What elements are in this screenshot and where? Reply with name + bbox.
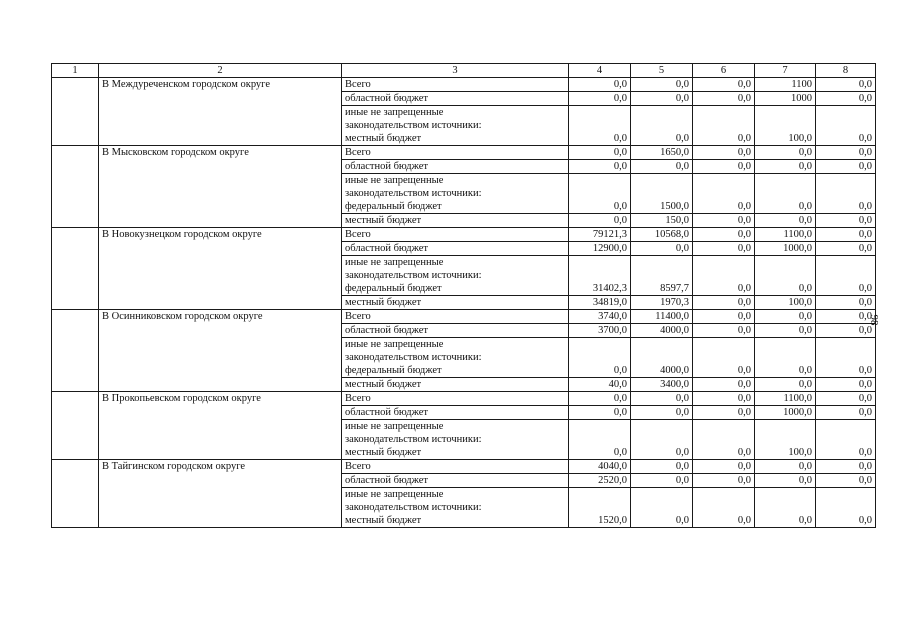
value-col-8: 0,0 <box>816 78 876 92</box>
column-header-2: 2 <box>99 64 342 78</box>
value-col-4 <box>569 433 631 446</box>
district-name: В Междуреченском городском округе <box>99 78 342 146</box>
value-col-5: 0,0 <box>631 132 693 146</box>
funding-source: иные не запрещенные <box>342 174 569 188</box>
table-row <box>52 460 876 474</box>
value-col-6 <box>693 106 755 120</box>
column-header-5: 5 <box>631 64 693 78</box>
row-number-cell <box>52 78 99 146</box>
value-col-5 <box>631 338 693 352</box>
value-col-6: 0,0 <box>693 214 755 228</box>
page-number: 98 <box>868 314 880 326</box>
funding-source: Всего <box>342 310 569 324</box>
funding-source: областной бюджет <box>342 474 569 488</box>
value-col-6 <box>693 501 755 514</box>
value-col-8: 0,0 <box>816 282 876 296</box>
value-col-7: 1000,0 <box>755 242 816 256</box>
value-col-7 <box>755 174 816 188</box>
value-col-7: 0,0 <box>755 364 816 378</box>
value-col-4 <box>569 174 631 188</box>
value-col-7 <box>755 256 816 270</box>
value-col-6 <box>693 420 755 434</box>
value-col-7: 1100 <box>755 78 816 92</box>
value-col-8 <box>816 106 876 120</box>
value-col-7 <box>755 338 816 352</box>
value-col-8: 0,0 <box>816 146 876 160</box>
value-col-6: 0,0 <box>693 78 755 92</box>
value-col-5: 0,0 <box>631 460 693 474</box>
table-body <box>52 78 876 528</box>
value-col-5 <box>631 269 693 282</box>
value-col-7: 0,0 <box>755 378 816 392</box>
value-col-8: 0,0 <box>816 296 876 310</box>
value-col-8: 0,0 <box>816 514 876 528</box>
value-col-5: 0,0 <box>631 160 693 174</box>
value-col-4: 12900,0 <box>569 242 631 256</box>
value-col-4 <box>569 106 631 120</box>
value-col-6: 0,0 <box>693 378 755 392</box>
column-header-7: 7 <box>755 64 816 78</box>
value-col-7 <box>755 187 816 200</box>
value-col-5 <box>631 119 693 132</box>
value-col-7: 0,0 <box>755 200 816 214</box>
funding-source: федеральный бюджет <box>342 282 569 296</box>
row-number-cell <box>52 228 99 310</box>
value-col-8: 0,0 <box>816 392 876 406</box>
table-row <box>52 228 876 242</box>
district-name: В Новокузнецком городском округе <box>99 228 342 310</box>
value-col-4 <box>569 187 631 200</box>
value-col-4: 0,0 <box>569 200 631 214</box>
value-col-5: 0,0 <box>631 392 693 406</box>
value-col-8: 0,0 <box>816 324 876 338</box>
value-col-8 <box>816 501 876 514</box>
value-col-6 <box>693 119 755 132</box>
funding-source: Всего <box>342 78 569 92</box>
value-col-5 <box>631 256 693 270</box>
value-col-7: 1000,0 <box>755 406 816 420</box>
funding-source: иные не запрещенные <box>342 420 569 434</box>
funding-source: иные не запрещенные <box>342 256 569 270</box>
row-number-cell <box>52 392 99 460</box>
value-col-4: 79121,3 <box>569 228 631 242</box>
value-col-6 <box>693 433 755 446</box>
value-col-8 <box>816 420 876 434</box>
funding-source: законодательством источники: <box>342 433 569 446</box>
value-col-4: 0,0 <box>569 146 631 160</box>
value-col-6: 0,0 <box>693 296 755 310</box>
column-header-8: 8 <box>816 64 876 78</box>
value-col-8 <box>816 488 876 502</box>
value-col-8: 0,0 <box>816 214 876 228</box>
funding-source: федеральный бюджет <box>342 364 569 378</box>
funding-source: законодательством источники: <box>342 119 569 132</box>
value-col-6 <box>693 269 755 282</box>
value-col-8 <box>816 351 876 364</box>
value-col-8 <box>816 433 876 446</box>
value-col-4 <box>569 488 631 502</box>
district-name: В Осинниковском городском округе <box>99 310 342 392</box>
table-row <box>52 310 876 324</box>
value-col-4: 3740,0 <box>569 310 631 324</box>
value-col-7: 0,0 <box>755 310 816 324</box>
value-col-4: 40,0 <box>569 378 631 392</box>
value-col-6: 0,0 <box>693 242 755 256</box>
funding-source: местный бюджет <box>342 132 569 146</box>
value-col-4: 0,0 <box>569 214 631 228</box>
value-col-7 <box>755 269 816 282</box>
value-col-6: 0,0 <box>693 324 755 338</box>
table-row <box>52 146 876 160</box>
value-col-4 <box>569 501 631 514</box>
value-col-4: 0,0 <box>569 392 631 406</box>
value-col-5: 1650,0 <box>631 146 693 160</box>
value-col-6: 0,0 <box>693 392 755 406</box>
value-col-4: 0,0 <box>569 78 631 92</box>
value-col-8 <box>816 119 876 132</box>
funding-source: областной бюджет <box>342 324 569 338</box>
value-col-7: 0,0 <box>755 214 816 228</box>
table-row <box>52 392 876 406</box>
value-col-4: 34819,0 <box>569 296 631 310</box>
funding-source: иные не запрещенные <box>342 488 569 502</box>
value-col-7: 1000 <box>755 92 816 106</box>
value-col-7: 0,0 <box>755 514 816 528</box>
value-col-4 <box>569 269 631 282</box>
value-col-5 <box>631 187 693 200</box>
column-header-4: 4 <box>569 64 631 78</box>
value-col-5 <box>631 174 693 188</box>
value-col-4: 0,0 <box>569 92 631 106</box>
value-col-6: 0,0 <box>693 514 755 528</box>
value-col-7 <box>755 501 816 514</box>
value-col-5 <box>631 433 693 446</box>
value-col-6: 0,0 <box>693 228 755 242</box>
funding-source: иные не запрещенные <box>342 106 569 120</box>
value-col-7 <box>755 433 816 446</box>
value-col-4 <box>569 351 631 364</box>
funding-source: законодательством источники: <box>342 351 569 364</box>
value-col-7 <box>755 420 816 434</box>
funding-source: местный бюджет <box>342 446 569 460</box>
value-col-5: 11400,0 <box>631 310 693 324</box>
value-col-4: 1520,0 <box>569 514 631 528</box>
value-col-5: 3400,0 <box>631 378 693 392</box>
funding-source: областной бюджет <box>342 406 569 420</box>
value-col-4: 0,0 <box>569 160 631 174</box>
value-col-4: 31402,3 <box>569 282 631 296</box>
value-col-5: 1500,0 <box>631 200 693 214</box>
column-header-6: 6 <box>693 64 755 78</box>
value-col-5: 0,0 <box>631 446 693 460</box>
value-col-8 <box>816 256 876 270</box>
value-col-6 <box>693 488 755 502</box>
funding-source: законодательством источники: <box>342 187 569 200</box>
value-col-7: 100,0 <box>755 296 816 310</box>
value-col-8: 0,0 <box>816 242 876 256</box>
value-col-8 <box>816 187 876 200</box>
funding-source: местный бюджет <box>342 514 569 528</box>
header-row <box>52 64 876 78</box>
value-col-7: 0,0 <box>755 324 816 338</box>
value-col-6: 0,0 <box>693 92 755 106</box>
value-col-8: 0,0 <box>816 446 876 460</box>
value-col-8: 0,0 <box>816 200 876 214</box>
value-col-4: 0,0 <box>569 132 631 146</box>
value-col-4: 0,0 <box>569 446 631 460</box>
value-col-4 <box>569 119 631 132</box>
value-col-7: 1100,0 <box>755 392 816 406</box>
value-col-6: 0,0 <box>693 310 755 324</box>
funding-source: законодательством источники: <box>342 501 569 514</box>
value-col-5: 0,0 <box>631 514 693 528</box>
value-col-7 <box>755 106 816 120</box>
value-col-5 <box>631 351 693 364</box>
value-col-8: 0,0 <box>816 364 876 378</box>
value-col-8: 0,0 <box>816 228 876 242</box>
funding-source: областной бюджет <box>342 242 569 256</box>
value-col-5 <box>631 106 693 120</box>
value-col-6: 0,0 <box>693 364 755 378</box>
value-col-6: 0,0 <box>693 460 755 474</box>
value-col-8: 0,0 <box>816 378 876 392</box>
value-col-8: 0,0 <box>816 160 876 174</box>
value-col-4 <box>569 256 631 270</box>
funding-source: Всего <box>342 228 569 242</box>
value-col-7: 0,0 <box>755 160 816 174</box>
value-col-5: 0,0 <box>631 406 693 420</box>
value-col-8: 0,0 <box>816 460 876 474</box>
funding-source: Всего <box>342 392 569 406</box>
value-col-6 <box>693 351 755 364</box>
value-col-7: 1100,0 <box>755 228 816 242</box>
funding-source: законодательством источники: <box>342 269 569 282</box>
row-number-cell <box>52 460 99 528</box>
value-col-6: 0,0 <box>693 282 755 296</box>
funding-source: иные не запрещенные <box>342 338 569 352</box>
value-col-5: 8597,7 <box>631 282 693 296</box>
value-col-6 <box>693 256 755 270</box>
value-col-5: 4000,0 <box>631 324 693 338</box>
value-col-5: 0,0 <box>631 242 693 256</box>
value-col-5: 4000,0 <box>631 364 693 378</box>
row-number-cell <box>52 310 99 392</box>
value-col-7: 100,0 <box>755 132 816 146</box>
column-header-3: 3 <box>342 64 569 78</box>
value-col-5 <box>631 420 693 434</box>
value-col-8: 0,0 <box>816 474 876 488</box>
value-col-8: 0,0 <box>816 132 876 146</box>
value-col-8: 0,0 <box>816 406 876 420</box>
value-col-5: 0,0 <box>631 92 693 106</box>
value-col-8 <box>816 338 876 352</box>
value-col-5: 150,0 <box>631 214 693 228</box>
funding-source: федеральный бюджет <box>342 200 569 214</box>
value-col-5: 1970,3 <box>631 296 693 310</box>
district-name: В Мысковском городском округе <box>99 146 342 228</box>
value-col-6: 0,0 <box>693 200 755 214</box>
value-col-7: 0,0 <box>755 460 816 474</box>
table-row <box>52 78 876 92</box>
value-col-4: 4040,0 <box>569 460 631 474</box>
value-col-7: 0,0 <box>755 282 816 296</box>
value-col-7 <box>755 351 816 364</box>
funding-source: областной бюджет <box>342 160 569 174</box>
district-name: В Прокопьевском городском округе <box>99 392 342 460</box>
district-name: В Тайгинском городском округе <box>99 460 342 528</box>
value-col-8: 0,0 <box>816 92 876 106</box>
value-col-7: 0,0 <box>755 474 816 488</box>
funding-source: областной бюджет <box>342 92 569 106</box>
value-col-6: 0,0 <box>693 446 755 460</box>
value-col-4: 2520,0 <box>569 474 631 488</box>
value-col-5: 0,0 <box>631 78 693 92</box>
funding-source: Всего <box>342 460 569 474</box>
value-col-7 <box>755 488 816 502</box>
value-col-4: 0,0 <box>569 406 631 420</box>
value-col-7: 0,0 <box>755 146 816 160</box>
value-col-7: 100,0 <box>755 446 816 460</box>
value-col-6: 0,0 <box>693 146 755 160</box>
value-col-4 <box>569 420 631 434</box>
value-col-4 <box>569 338 631 352</box>
value-col-5: 10568,0 <box>631 228 693 242</box>
value-col-5: 0,0 <box>631 474 693 488</box>
value-col-6: 0,0 <box>693 160 755 174</box>
funding-source: местный бюджет <box>342 378 569 392</box>
value-col-6: 0,0 <box>693 132 755 146</box>
budget-table <box>51 63 876 528</box>
funding-source: Всего <box>342 146 569 160</box>
value-col-8: 0,0 <box>816 310 876 324</box>
column-header-1: 1 <box>52 64 99 78</box>
value-col-6 <box>693 187 755 200</box>
value-col-6 <box>693 174 755 188</box>
value-col-8 <box>816 174 876 188</box>
value-col-6: 0,0 <box>693 474 755 488</box>
value-col-4: 3700,0 <box>569 324 631 338</box>
funding-source: местный бюджет <box>342 214 569 228</box>
value-col-6: 0,0 <box>693 406 755 420</box>
row-number-cell <box>52 146 99 228</box>
value-col-8 <box>816 269 876 282</box>
funding-source: местный бюджет <box>342 296 569 310</box>
value-col-6 <box>693 338 755 352</box>
value-col-4: 0,0 <box>569 364 631 378</box>
value-col-5 <box>631 501 693 514</box>
value-col-7 <box>755 119 816 132</box>
value-col-5 <box>631 488 693 502</box>
